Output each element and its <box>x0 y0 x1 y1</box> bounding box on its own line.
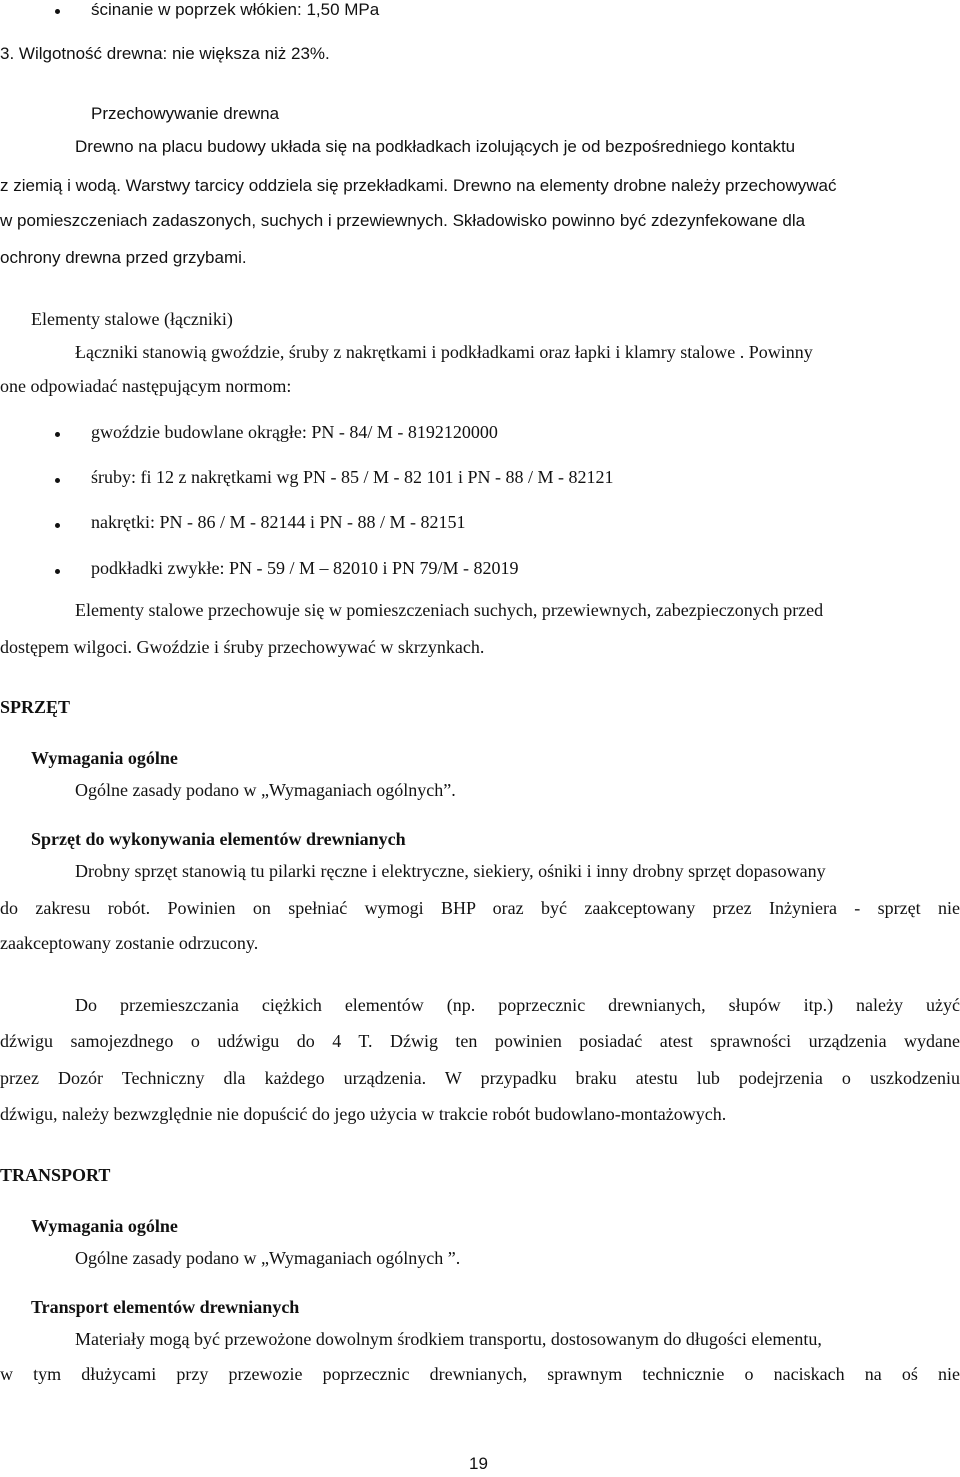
steel-intro-line: Łączniki stanowią gwoździe, śruby z nakrętkami i podkładkami oraz łapki i klamry stalowe . Powinny <box>75 342 813 362</box>
wood-tools-line: do zakresu robót. Powinien on spełniać wymogi BHP oraz być zaakceptowany przez Inżyniera - sprzęt nie <box>0 898 960 918</box>
bullet-icon <box>55 523 60 528</box>
steel-elements-heading: Elementy stalowe (łączniki) <box>31 309 233 329</box>
bullet-icon <box>55 569 60 574</box>
crane-line: przez Dozór Techniczny dla każdego urządzenia. W przypadku braku atestu lub podejrzenia o uszkodzeniu <box>0 1068 960 1088</box>
steel-norm-item: nakrętki: PN - 86 / M - 82144 i PN - 88 / M - 82151 <box>91 512 466 532</box>
steel-storage-line: dostępem wilgoci. Gwoździe i śruby przechowywać w skrzynkach. <box>0 637 485 657</box>
bullet-icon <box>55 478 60 483</box>
wood-transport-line: Materiały mogą być przewożone dowolnym środkiem transportu, dostosowanym do długości elementu, <box>75 1329 822 1349</box>
wood-storage-line: z ziemią i wodą. Warstwy tarcicy oddziela się przekładkami. Drewno na elementy drobne należy przechowywać <box>0 176 837 195</box>
wood-storage-line: w pomieszczeniach zadaszonych, suchych i przewiewnych. Składowisko powinno być zdezynfekowane dla <box>0 211 806 230</box>
steel-intro-line: one odpowiadać następującym normom: <box>0 376 292 396</box>
wood-tools-heading: Sprzęt do wykonywania elementów drewnianych <box>31 829 406 849</box>
equipment-general-text: Ogólne zasady podano w „Wymaganiach ogólnych”. <box>75 780 456 800</box>
crane-line: Do przemieszczania ciężkich elementów (np. poprzecznic drewnianych, słupów itp.) należy użyć <box>75 995 960 1015</box>
wood-transport-heading: Transport elementów drewnianych <box>31 1297 300 1317</box>
wood-transport-line: w tym dłużycami przy przewozie poprzecznic drewnianych, sprawnym technicznie o naciskach na oś nie <box>0 1364 960 1384</box>
equipment-section-heading: SPRZĘT <box>0 697 71 717</box>
wood-tools-line: Drobny sprzęt stanowią tu pilarki ręczne i elektryczne, siekiery, ośniki i inny drobny sprzęt dopasowany <box>75 861 826 881</box>
steel-storage-line: Elementy stalowe przechowuje się w pomieszczeniach suchych, przewiewnych, zabezpieczonych przed <box>75 600 824 620</box>
transport-section-heading: TRANSPORT <box>0 1165 111 1185</box>
bullet-icon <box>55 432 60 437</box>
bullet-icon <box>55 9 60 14</box>
steel-norm-item: gwoździe budowlane okrągłe: PN - 84/ M - 8192120000 <box>91 422 498 442</box>
crane-line: dźwigu, należy bezwzględnie nie dopuścić do jego użycia w trakcie robót budowlano-montażowych. <box>0 1104 727 1124</box>
page-number: 19 <box>469 1454 488 1473</box>
wood-tools-line: zaakceptowany zostanie odrzucony. <box>0 933 259 953</box>
transport-general-text: Ogólne zasady podano w „Wymaganiach ogólnych ”. <box>75 1248 461 1268</box>
bullet-shear-strength: ścinanie w poprzek włókien: 1,50 MPa <box>91 0 380 19</box>
wood-storage-heading: Przechowywanie drewna <box>91 104 280 123</box>
steel-norm-item: śruby: fi 12 z nakrętkami wg PN - 85 / M - 82 101 i PN - 88 / M - 82121 <box>91 467 614 487</box>
transport-general-heading: Wymagania ogólne <box>31 1216 178 1236</box>
wood-storage-line: Drewno na placu budowy układa się na podkładkach izolujących je od bezpośredniego kontaktu <box>75 137 796 156</box>
crane-line: dźwigu samojezdnego o udźwigu do 4 T. Dźwig ten powinien posiadać atest sprawności urządzenia wydane <box>0 1031 960 1051</box>
moisture-requirement: 3. Wilgotność drewna: nie większa niż 23%. <box>0 44 330 63</box>
steel-norm-item: podkładki zwykłe: PN - 59 / M – 82010 i PN 79/M - 82019 <box>91 558 519 578</box>
wood-storage-line: ochrony drewna przed grzybami. <box>0 248 247 267</box>
equipment-general-heading: Wymagania ogólne <box>31 748 178 768</box>
